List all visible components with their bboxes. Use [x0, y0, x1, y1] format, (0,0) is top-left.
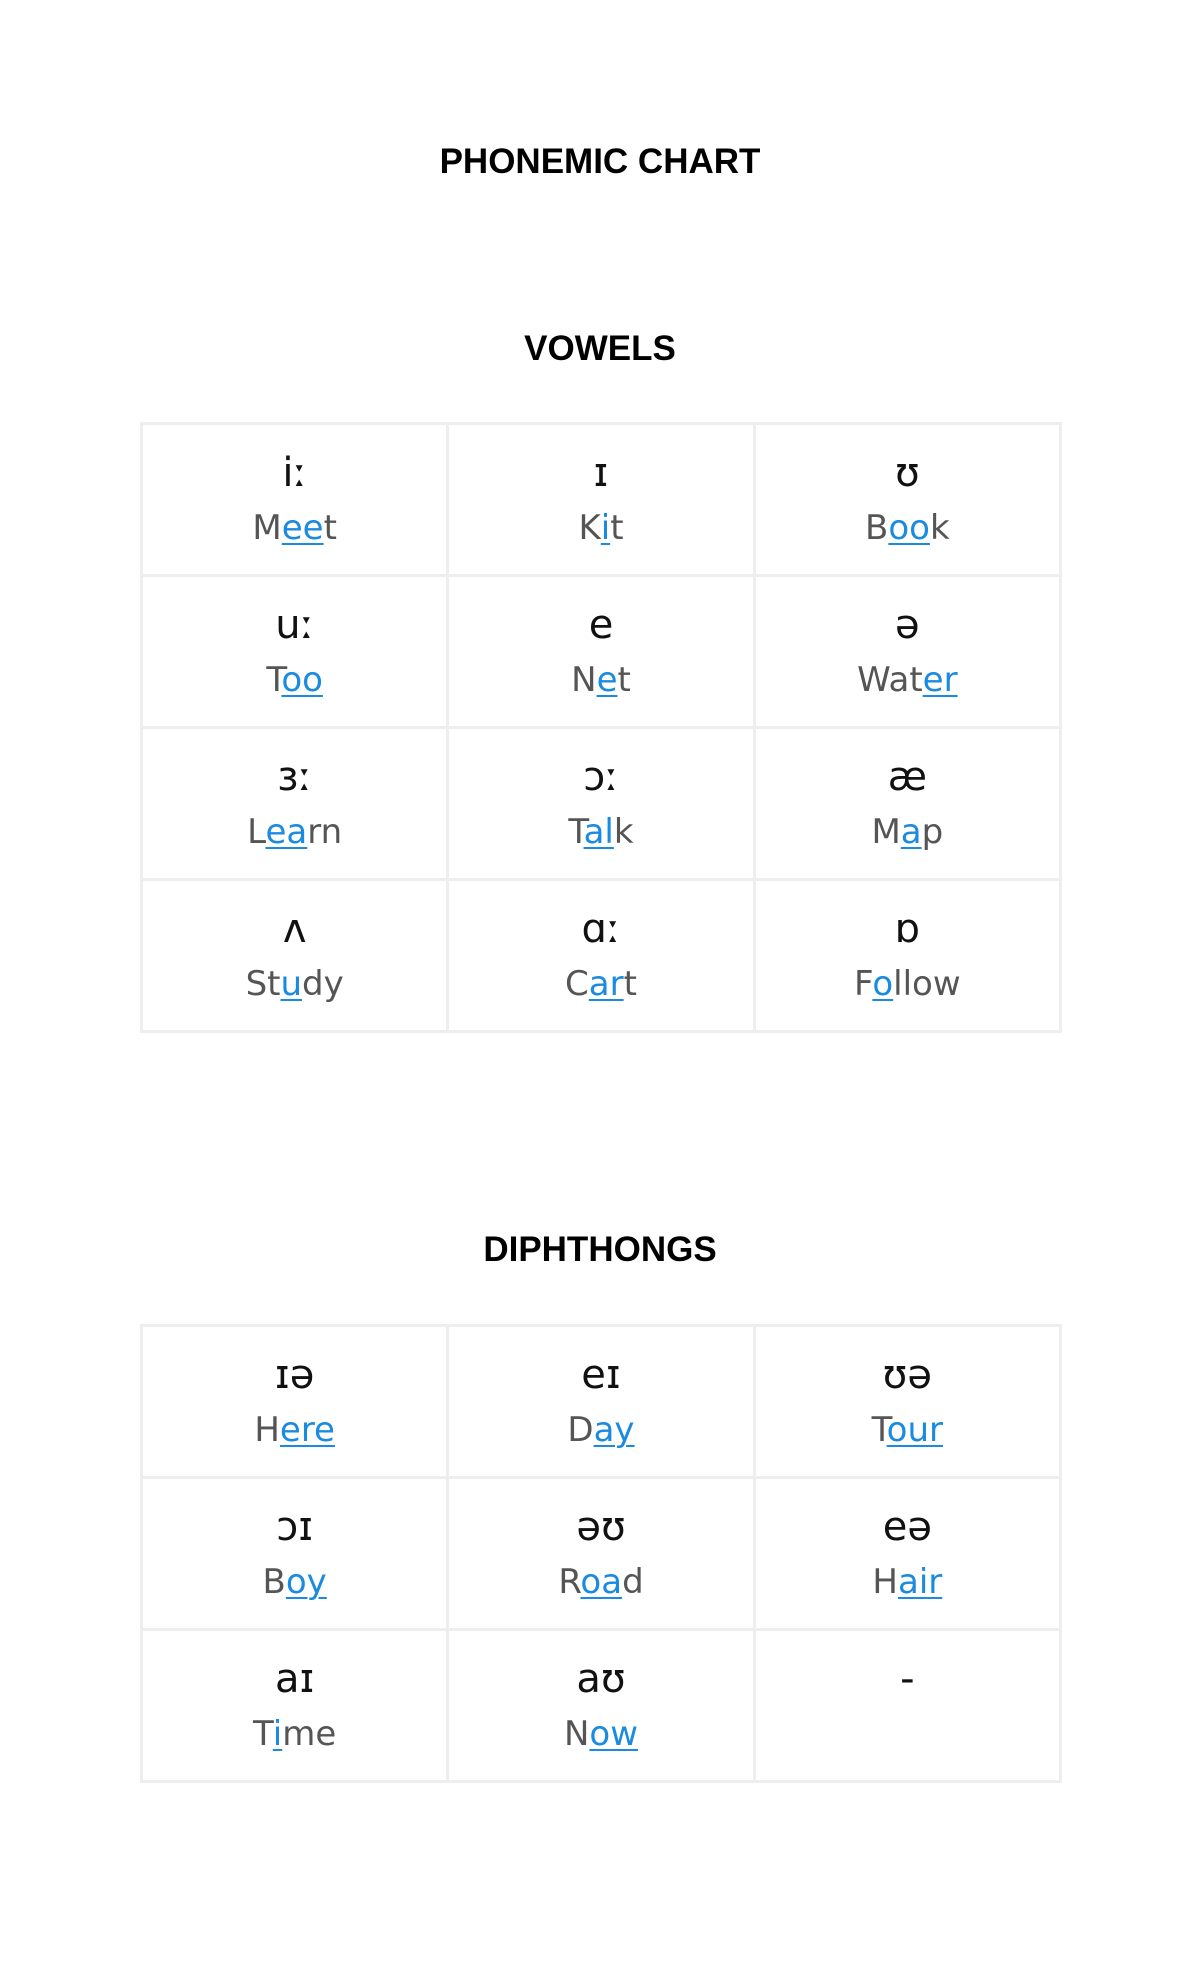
phoneme-cell	[142, 1478, 448, 1630]
word-part: llow	[893, 964, 961, 1004]
phoneme-row	[142, 1478, 1061, 1630]
phoneme-row	[142, 728, 1061, 880]
phonetic-symbol: eɪ	[581, 1352, 621, 1398]
highlighted-sound-link[interactable]: er	[922, 660, 958, 700]
highlighted-sound-link[interactable]: ar	[588, 964, 624, 1004]
word-part: H	[254, 1410, 280, 1450]
word-part: R	[558, 1562, 581, 1602]
word-part: K	[578, 508, 601, 548]
word-part: t	[610, 508, 624, 548]
word-part: t	[617, 660, 631, 700]
phonetic-symbol: ɪ	[593, 450, 609, 496]
example-word	[143, 1405, 446, 1455]
highlighted-sound-link[interactable]: oy	[285, 1562, 327, 1602]
word-part: St	[245, 964, 281, 1004]
vowels-table	[140, 422, 1062, 1033]
highlighted-sound-link[interactable]: al	[583, 812, 614, 852]
highlighted-sound-link[interactable]: ay	[593, 1410, 635, 1450]
phonetic-symbol: ʊ	[894, 450, 920, 496]
word-part: rn	[307, 812, 343, 852]
phoneme-cell	[754, 728, 1060, 880]
example-word	[449, 1709, 752, 1759]
phoneme-cell	[448, 576, 754, 728]
word-part: T	[568, 812, 584, 852]
highlighted-sound-link[interactable]: oa	[580, 1562, 623, 1602]
phoneme-row	[142, 576, 1061, 728]
word-part: p	[921, 812, 944, 852]
phoneme-row	[142, 424, 1061, 576]
example-word	[756, 1709, 1059, 1759]
example-word	[756, 655, 1059, 705]
phonetic-symbol: e	[588, 602, 614, 648]
word-part: t	[623, 964, 637, 1004]
phoneme-cell	[448, 1326, 754, 1478]
phonetic-symbol: ɪə	[274, 1352, 315, 1398]
example-word	[756, 959, 1059, 1009]
phoneme-cell	[448, 728, 754, 880]
highlighted-sound-link[interactable]: ere	[279, 1410, 335, 1450]
word-part: T	[871, 1410, 887, 1450]
phoneme-cell	[754, 880, 1060, 1032]
phoneme-cell	[754, 1326, 1060, 1478]
phonetic-symbol: iː	[282, 450, 307, 496]
phonetic-symbol: ɜː	[277, 754, 313, 800]
word-part: Wat	[857, 660, 923, 700]
phonetic-symbol: -	[900, 1656, 915, 1702]
word-part: M	[252, 508, 282, 548]
example-word	[143, 807, 446, 857]
highlighted-sound-link[interactable]: ee	[281, 508, 324, 548]
phonetic-symbol: aɪ	[274, 1656, 315, 1702]
phoneme-cell	[448, 880, 754, 1032]
phonetic-symbol: ɒ	[894, 906, 921, 952]
phoneme-cell	[142, 424, 448, 576]
word-part: B	[865, 508, 889, 548]
highlighted-sound-link[interactable]: e	[596, 660, 618, 700]
word-part: N	[563, 1714, 590, 1754]
phonetic-symbol: uː	[275, 602, 315, 648]
phoneme-cell	[754, 576, 1060, 728]
phoneme-row	[142, 880, 1061, 1032]
diphthongs-section-title: DIPHTHONGS	[483, 1230, 717, 1269]
example-word	[449, 807, 752, 857]
page-title: PHONEMIC CHART	[439, 142, 761, 181]
phonetic-symbol: æ	[887, 754, 927, 800]
highlighted-sound-link[interactable]: ea	[265, 812, 308, 852]
phoneme-cell	[142, 576, 448, 728]
example-word	[756, 503, 1059, 553]
highlighted-sound-link[interactable]: a	[900, 812, 922, 852]
highlighted-sound-link[interactable]: o	[872, 964, 894, 1004]
highlighted-sound-link[interactable]: u	[280, 964, 303, 1004]
word-part: T	[266, 660, 282, 700]
example-word	[143, 959, 446, 1009]
phonetic-symbol: əʊ	[576, 1504, 626, 1550]
word-part: t	[323, 508, 337, 548]
highlighted-sound-link[interactable]: oo	[281, 660, 323, 700]
example-word	[449, 1557, 752, 1607]
phonetic-symbol: ɑː	[581, 906, 621, 952]
phoneme-cell	[754, 1630, 1060, 1782]
phoneme-row	[142, 1326, 1061, 1478]
highlighted-sound-link[interactable]: air	[897, 1562, 943, 1602]
phonetic-symbol: eə	[882, 1504, 932, 1550]
phoneme-cell	[754, 1478, 1060, 1630]
word-part: M	[871, 812, 901, 852]
word-part: B	[262, 1562, 286, 1602]
phonetic-symbol: ə	[895, 602, 920, 648]
word-part: L	[247, 812, 266, 852]
word-part: D	[567, 1410, 594, 1450]
example-word	[449, 503, 752, 553]
phonetic-symbol: ɔɪ	[276, 1504, 314, 1550]
phoneme-cell	[448, 1478, 754, 1630]
example-word	[449, 1405, 752, 1455]
vowels-section-title: VOWELS	[524, 329, 676, 368]
example-word	[143, 1557, 446, 1607]
example-word	[756, 1405, 1059, 1455]
highlighted-sound-link[interactable]: ow	[589, 1714, 639, 1754]
example-word	[756, 1557, 1059, 1607]
word-part: T	[253, 1714, 273, 1754]
highlighted-sound-link[interactable]: oo	[888, 508, 930, 548]
highlighted-sound-link[interactable]: i	[600, 508, 611, 548]
phoneme-cell	[142, 1630, 448, 1782]
word-part: F	[853, 964, 873, 1004]
phoneme-cell	[448, 1630, 754, 1782]
highlighted-sound-link[interactable]: our	[886, 1410, 943, 1450]
highlighted-sound-link[interactable]: i	[272, 1714, 283, 1754]
word-part: N	[571, 660, 597, 700]
phoneme-cell	[142, 880, 448, 1032]
word-part: H	[872, 1562, 898, 1602]
example-word	[143, 503, 446, 553]
phonetic-symbol: ʊə	[882, 1352, 932, 1398]
example-word	[449, 655, 752, 705]
word-part: C	[565, 964, 589, 1004]
example-word	[756, 807, 1059, 857]
diphthongs-table	[140, 1324, 1062, 1783]
phonetic-symbol: aʊ	[576, 1656, 626, 1702]
phoneme-cell	[754, 424, 1060, 576]
phoneme-cell	[142, 1326, 448, 1478]
word-part: dy	[302, 964, 344, 1004]
phoneme-row	[142, 1630, 1061, 1782]
example-word	[143, 1709, 446, 1759]
example-word	[143, 655, 446, 705]
example-word	[449, 959, 752, 1009]
word-part: k	[613, 812, 634, 852]
phoneme-cell	[142, 728, 448, 880]
phonetic-symbol: ʌ	[282, 906, 307, 952]
word-part: k	[929, 508, 950, 548]
phoneme-cell	[448, 424, 754, 576]
phonetic-symbol: ɔː	[583, 754, 619, 800]
word-part: me	[282, 1714, 337, 1754]
word-part: d	[622, 1562, 644, 1602]
